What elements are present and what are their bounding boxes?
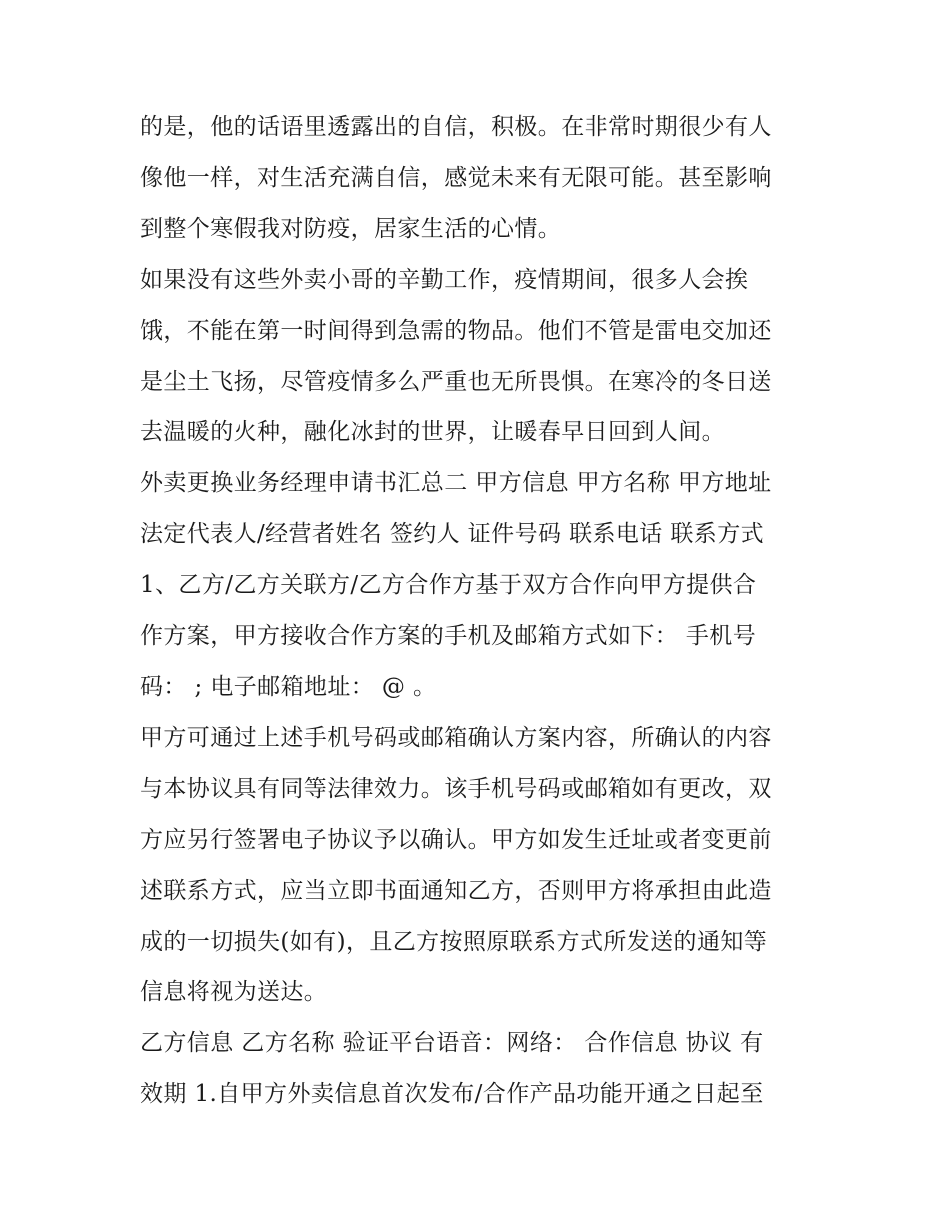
- text-line: 外卖更换业务经理申请书汇总二 甲方信息 甲方名称 甲方地址: [140, 470, 772, 497]
- text-line: 是尘土飞扬，尽管疫情多么严重也无所畏惧。在寒冷的冬日送: [140, 368, 772, 395]
- text-line: 成的一切损失(如有)，且乙方按照原联系方式所发送的通知等: [140, 928, 768, 955]
- paragraph-3: [140, 458, 820, 713]
- text-line: 述联系方式，应当立即书面通知乙方，否则甲方将承担由此造: [140, 877, 772, 904]
- text-line: 甲方可通过上述手机号码或邮箱确认方案内容，所确认的内容: [140, 724, 772, 751]
- text-line: 法定代表人/经营者姓名 签约人 证件号码 联系电话 联系方式: [140, 521, 764, 548]
- paragraph-4: [140, 713, 820, 1018]
- text-line: 方应另行签署电子协议予以确认。甲方如发生迁址或者变更前: [140, 826, 772, 853]
- text-line: 与本协议具有同等法律效力。该手机号码或邮箱如有更改，双: [140, 775, 772, 802]
- text-line: 的是，他的话语里透露出的自信，积极。在非常时期很少有人: [140, 114, 772, 140]
- text-line: 到整个寒假我对防疫，居家生活的心情。: [140, 215, 562, 242]
- text-line: 作方案，甲方接收合作方案的手机及邮箱方式如下： 手机号: [140, 623, 757, 650]
- text-line: 效期 1.自甲方外卖信息首次发布/合作产品功能开通之日起至: [140, 1081, 764, 1108]
- text-line: 去温暖的火种，融化冰封的世界，让暖春早日回到人间。: [140, 419, 725, 446]
- text-line: 信息将视为送达。: [140, 979, 328, 1006]
- text-line: 码： ; 电子邮箱地址： @ 。: [140, 673, 437, 700]
- text-line: 乙方信息 乙方名称 验证平台语音：网络： 合作信息 协议 有: [140, 1030, 764, 1057]
- text-line: 如果没有这些外卖小哥的辛勤工作，疫情期间，很多人会挨: [140, 266, 749, 293]
- paragraph-5: [140, 1018, 820, 1120]
- text-line: 像他一样，对生活充满自信，感觉未来有无限可能。甚至影响: [140, 164, 772, 191]
- paragraph-2: [140, 255, 820, 459]
- text-line: 1、乙方/乙方关联方/乙方合作方基于双方合作向甲方提供合: [140, 572, 757, 599]
- paragraph-1: [140, 102, 820, 255]
- document-body: [140, 102, 820, 1120]
- text-line: 饿，不能在第一时间得到急需的物品。他们不管是雷电交加还: [140, 317, 772, 344]
